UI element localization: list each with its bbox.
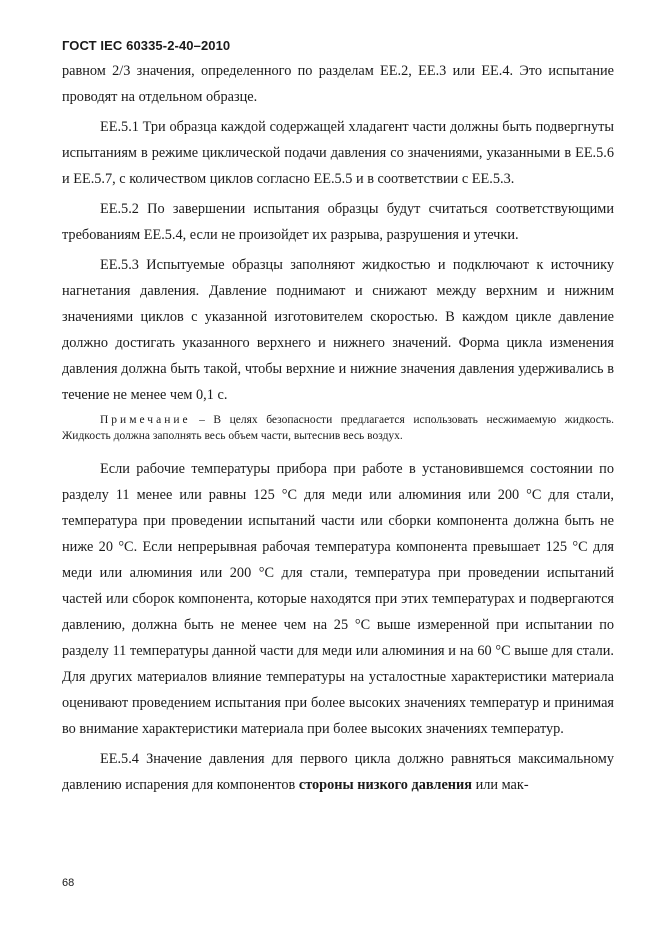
- note: [62, 412, 614, 444]
- paragraph-ee-5-1: EE.5.1 Три образца каждой содержащей хладагент части должны быть подвергнуты испытаниям в режиме циклической подачи давления со значениями, указанными в EE.5.6 и EE.5.7, с количеством циклов согласно EE.5.5 и в соответствии с EE.5.3.: [62, 119, 614, 187]
- paragraph-ee-5-2: EE.5.2 По завершении испытания образцы будут считаться соответствующими требованиям EE.5.4, если не произойдет их разрыва, разрушения и утечки.: [62, 201, 614, 243]
- paragraph-ee-5-4-text-a: EE.5.4 Значение давления для первого цикла должно равняться максимальному давлению испарения для компонентов: [62, 751, 614, 793]
- low-pressure-side-term: стороны низкого давления: [298, 777, 473, 793]
- document-page: [62, 36, 614, 916]
- paragraph-ee-5-4-text-b: или мак-: [472, 777, 529, 793]
- paragraph-ee-5-4: [62, 746, 614, 798]
- paragraph-ee-5-3: EE.5.3 Испытуемые образцы заполняют жидкостью и подключают к источнику нагнетания давления. Давление поднимают и снижают между верхним и нижним значениями циклов с указанной изготовителем скоростью. В каждом цикле давление должно достигать указанного верхнего и нижнего значений. Форма цикла изменения давления должна быть такой, чтобы верхние и нижние значения давления удерживались в течение не менее чем 0,1 с.: [62, 257, 614, 403]
- paragraph-continuation: равном 2/3 значения, определенного по разделам EE.2, EE.3 или EE.4. Это испытание проводят на отдельном образце.: [62, 63, 614, 105]
- page-number: 68: [62, 877, 75, 889]
- standard-header: ГОСТ IEC 60335-2-40–2010: [62, 38, 231, 53]
- note-text: – В целях безопасности предлагается использовать несжимаемую жидкость. Жидкость должна заполнять весь объем части, вытеснив весь воздух.: [62, 414, 614, 442]
- paragraph-temperatures: Если рабочие температуры прибора при работе в установившемся состоянии по разделу 11 менее или равны 125 °С для меди или алюминия или 200 °С для стали, температура при проведении испытаний части или сборки компонента должна быть не ниже 20 °С. Если непрерывная рабочая температура компонента превышает 125 °С для меди или алюминия или 200 °С для стали, температура при проведении испытаний частей или сборок компонента, которые находятся при этих температурах и подвергаются давлению, должна быть не менее чем на 25 °С выше измеренной при испытании по разделу 11 температуры данной части для меди или алюминия и на 60 °С выше для стали. Для других материалов влияние температуры на усталостные характеристики материала оценивают проведением испытания при более высоких значениях температур и принимая во внимание характеристики материала при более высоких значениях температур.: [62, 461, 614, 737]
- document-body: [62, 58, 614, 798]
- note-label: Примечание: [100, 414, 191, 426]
